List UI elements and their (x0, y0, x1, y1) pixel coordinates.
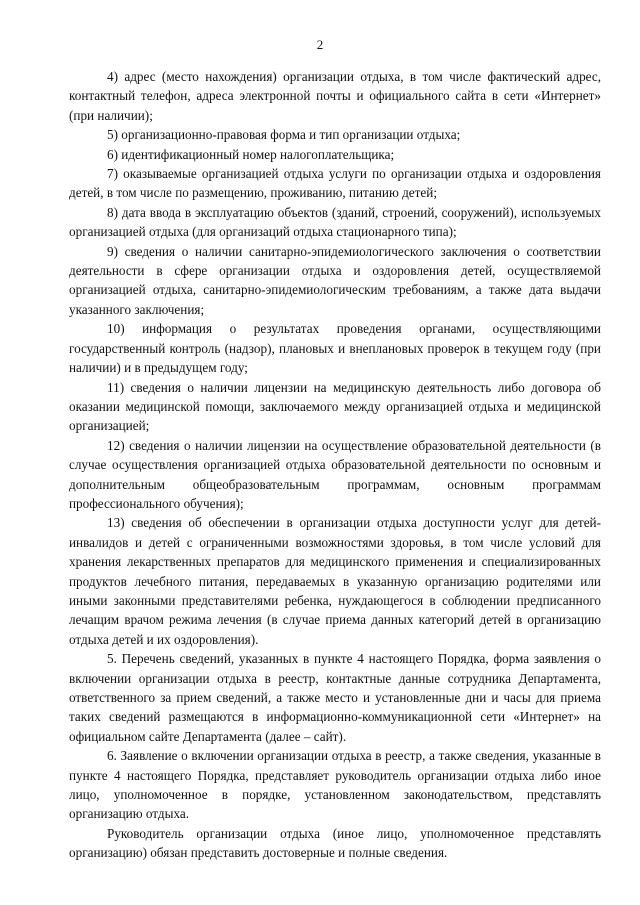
document-body (69, 67, 601, 863)
paragraph-item-5: 5) организационно-правовая форма и тип организации отдыха; (107, 127, 461, 143)
paragraph-responsibility: Руководитель организации отдыха (иное лицо, уполномоченное представлять организацию) обязан представить достоверные и полные сведения. (69, 825, 601, 861)
paragraph-item-4: 4) адрес (место нахождения) организации отдыха, в том числе фактический адрес, контактный телефон, адреса электронной почты и официального сайта в сети «Интернет» (при наличии); (69, 69, 601, 123)
paragraph-item-8: 8) дата ввода в эксплуатацию объектов (зданий, строений, сооружений), используемых организацией отдыха (для организаций отдыха стационарного типа); (69, 204, 601, 240)
page-number: 2 (316, 37, 324, 52)
paragraph-item-10: 10) информация о результатах проведения органами, осуществляющими государственный контроль (надзор), плановых и внеплановых проверок в текущем году (при наличии) и в предыдущем году; (69, 321, 601, 376)
paragraph-item-11: 11) сведения о наличии лицензии на медицинскую деятельность либо договора об оказании медицинской помощи, заключаемого между организацией отдыха и медицинской организацией; (69, 379, 601, 434)
paragraph-item-13: 13) сведения об обеспечении в организации отдыха доступности услуг для детей-инвалидов и детей с ограниченными возможностями здоровья, в том числе условий для хранения лекарственных препаратов для медицинского применения и специализированных продуктов лечебного питания, передаваемых в указанную организацию родителями или иными законными представителями ребенка, нуждающегося в соблюдении предписанного лечащим врачом режима лечения (в случае приема данных категорий детей в организацию отдыха детей и их оздоровления). (69, 515, 601, 647)
paragraph-section-5: 5. Перечень сведений, указанных в пункте 4 настоящего Порядка, форма заявления о включении организации отдыха в реестр, контактные данные сотрудника Департамента, ответственного за прием сведений, а также место и установленные дни и часы для приема таких сведений размещаются в информационно-коммуникационной сети «Интернет» на официальном сайте Департамента (далее – сайт). (69, 651, 601, 744)
paragraph-item-12: 12) сведения о наличии лицензии на осуществление образовательной деятельности (в случае осуществления организацией отдыха образовательной деятельности по основным и дополнительным общеобразовательным программам, основным программам профессионального обучения); (69, 437, 601, 511)
paragraph-item-9: 9) сведения о наличии санитарно-эпидемиологического заключения о соответствии деятельности в сфере организации отдыха и оздоровления детей, осуществляемой организацией отдыха, санитарно-эпидемиологическим требованиям, а также дата выдачи указанного заключения; (69, 243, 601, 317)
paragraph-item-7: 7) оказываемые организацией отдыха услуги по организации отдыха и оздоровления детей, в том числе по размещению, проживанию, питанию детей; (69, 166, 601, 201)
paragraph-section-6: 6. Заявление о включении организации отдыха в реестр, а также сведения, указанные в пункте 4 настоящего Порядка, представляет руководитель организации отдыха либо иное лицо, уполномоченное в порядке, установленном законодательством, представлять организацию отдыха. (69, 748, 601, 822)
paragraph-item-6: 6) идентификационный номер налогоплательщика; (107, 146, 395, 162)
